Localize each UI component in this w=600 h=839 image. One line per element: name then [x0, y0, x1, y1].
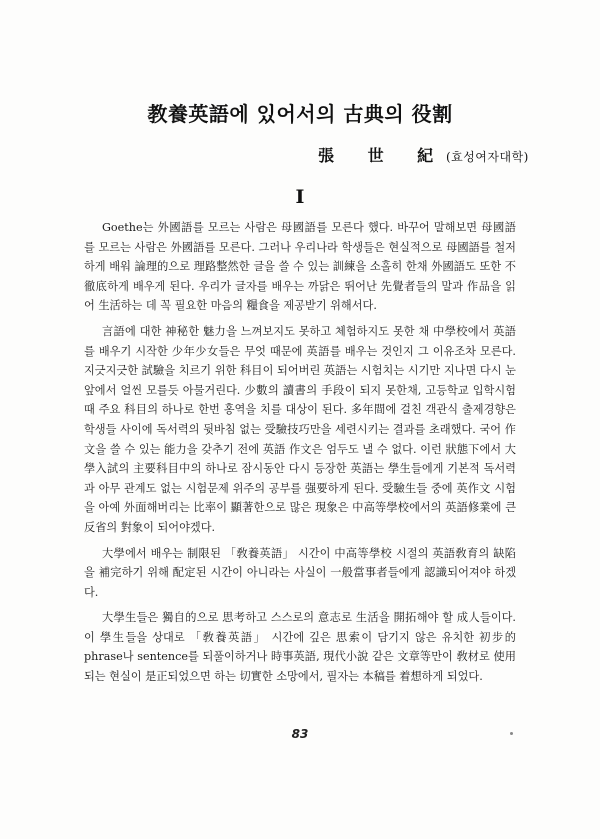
paragraph-1: Goethe는 外國語를 모르는 사람은 母國語를 모른다 했다. 바꾸어 말해보면 母國語를 모르는 사람은 外國語를 모른다. 그러나 우리나라 학생들은 현실적으로 母國語를 철저하게 배워 論理的으로 理路整然한 글을 쓸 수 있는 訓練을 소홀히 한채 外國語도 또한 不徹底하게 배우게 된다. 우리가 글자를 배우는 까닭은 뛰어난 先覺者들의 말과 作品을 읽어 生活하는 데 꼭 필요한 마음의 糧食을 제공받기 위해서다. — [84, 221, 516, 313]
scan-speck — [510, 732, 513, 735]
article-title: 教養英語에 있어서의 古典의 役割 — [147, 102, 453, 126]
paragraph-4: 大學生들은 獨自的으로 思考하고 스스로의 意志로 生活을 開拓해야 할 成人들이다. 이 學生들을 상대로 「敎養英語」 시간에 깊은 思索이 담기지 않은 유치한 初步的 phrase나 sentence를 되풀이하거나 時事英語, 現代小說 같은 文章等만이 敎材로 使用되는 현실이 是正되었으면 하는 切實한 소망에서, 필자는 本稿를 着想하게 되었다. — [84, 611, 516, 684]
page-number: 83 — [291, 727, 309, 741]
paragraph-2: 言語에 대한 神秘한 魅力을 느껴보지도 못하고 체험하지도 못한 채 中學校에서 英語를 배우기 시작한 少年少女들은 무엇 때문에 英語를 배우는 것인지 그 이유조차 모른다. 지긋지긋한 試驗을 치르기 위한 科目이 되어버린 英語는 시험치는 시기만 지나면 다시 눈앞에서 얼씬 모를듯 아물거린다. 少數의 讀書의 手段이 되지 못한채, 고등학교 입학시험 때 주요 科目의 하나로 한번 홍역을 치를 대상이 된다. 多年間에 걸친 객관식 출제경향은 학생들 사이에 독서력의 뒷바침 없는 受驗技巧만을 세련시키는 결과를 초래했다. 국어 作文을 쓸 수 있는 能力을 갖추기 전에 英語 作文은 엄두도 낼 수 없다. 이런 狀態下에서 大學入試의 主要科目中의 하나로 잠시동안 다시 등장한 英語는 學生들에게 기본적 독서력과 아무 관계도 없는 시험문제 위주의 공부를 强要하게 된다. 受驗生들 중에 英作文 시험을 아예 外面해버리는 比率이 顯著한으로 많은 現象은 中高等學校에서의 英語修業에 큰 反省의 對象이 되어야겠다. — [84, 324, 516, 534]
article-body — [84, 218, 516, 687]
author-name: 張 世 紀 — [318, 146, 448, 165]
author-line — [318, 143, 529, 166]
paragraph-3: 大學에서 배우는 制限된 「敎養英語」 시간이 中高等學校 시절의 英語敎育의 缺陷을 補完하기 위해 配定된 시간이 아니라는 사실이 一般當事者들에게 認識되어져야 하겠다. — [84, 546, 516, 599]
section-number: I — [295, 186, 305, 208]
author-affiliation: (효성여자대학) — [445, 150, 529, 164]
